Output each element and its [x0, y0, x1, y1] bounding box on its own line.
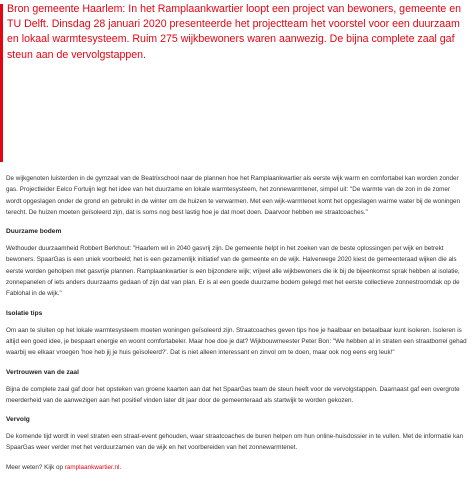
section-heading-isolatie-tips: Isolatie tips	[6, 309, 43, 317]
section-heading-vertrouwen: Vertrouwen van de zaal	[6, 368, 79, 376]
footer-suffix: .	[119, 463, 122, 471]
section-heading-duurzame-bodem: Duurzame bodem	[6, 228, 62, 236]
section-paragraph: Wethouder duurzaamheid Robbert Berkhout: "Haarlem wil in 2040 gasvrij zijn. De gemeente helpt in het zoeken van de beste oplossingen per wijk en betrekt bewoners. SpaarGas is een uniek voorbeeld; het is een gezamenlijk initiatief van de gemeente en de wijk. Halverwege 2020 kiest de gemeenteraad wijken die als eerste worden geholpen met gasvrije plannen. Ramplaankwartier is een bijzondere wijk; vrijwel alle wijkbewoners die ik bij de bijeenkomst sprak hebben al isolatie, zonnepanelen of iets anders duurzaams gedaan of zijn dat van plan. Er is al een goede duurzame bodem gelegd met het eerste collectieve zonnestroomdak op de Fablohal in de wijk."	[6, 245, 460, 298]
intro-paragraph: De wijkgenoten luisterden in de gymzaal van de Beatrixschool naar de plannen hoe het Ramplaankwartier als eerste wijk warm en comfortabel kan worden zonder gas. Projectleider Eelco Fortuijn legt het idee van het duurzame en lokale warmtesysteem, het zonnewarmtenet, simpel uit: "De warmte van de zon in de zomer wordt opgeslagen onder de grond en gebruikt in de winter om de huizen te verwarmen. Met een wijk-warmtenet komt het opgeslagen warme water bij de woningen terecht. De huizen moeten geïsoleerd zijn, dat is soms nog best lastig hoe je dat moet doen. Daarvoor hebben we straatcoaches."	[6, 175, 460, 216]
footer-line	[6, 462, 467, 473]
lead-paragraph: Bron gemeente Haarlem: In het Ramplaankwartier loopt een project van bewoners, gemeente en TU Delft. Dinsdag 28 januari 2020 presenteerde het projectteam het voorstel voor een duurzaam en lokaal warmtesysteem. Ruim 275 wijkbewoners waren aanwezig. De bijna complete zaal gaf steun aan de vervolgstappen.	[7, 3, 462, 61]
lead-accent-bar	[0, 4, 3, 162]
section-paragraph: Bijna de complete zaal gaf door het opsteken van groene kaarten aan dat het SpaarGas team de steun heeft voor de vervolgstappen. Daarnaast gaf een overgrote meerderheid van de aanwezigen aan het positief vinden later dit jaar door de gemeenteraad als startwijk te worden gekozen.	[6, 385, 460, 404]
section-heading-vervolg: Vervolg	[6, 416, 30, 424]
section-paragraph: Om aan te sluiten op het lokale warmtesysteem moeten woningen geïsoleerd zijn. Straatcoaches geven tips hoe je haalbaar en betaalbaar kunt isoleren. Isoleren is altijd een goed idee, je bespaart energie en woont comfortabeler. Maar hoe doe je dat? Wijkbouwmeester Peter Bon: "We hebben al in straten een straatborrel gehad waarbij we elkaar vroegen 'hoe heb jij je huis geïsoleerd?'. Dat is niet alleen interessant en zinvol om te doen, maar ook nog eens erg leuk!"	[6, 326, 467, 357]
article-body	[0, 162, 474, 473]
lead-block	[0, 0, 474, 162]
footer-prefix: Meer weten? Kijk op	[6, 463, 65, 471]
section-paragraph: De komende tijd wordt in veel straten een straat-event gehouden, waar straatcoaches de buren helpen om hun online-huisdossier in te vullen. Met de informatie kan SpaarGas weer verder met het verduurzamen van de wijk en het voorbereiden van het zonnewarmtenet.	[6, 433, 464, 452]
ramplaankwartier-link[interactable]: ramplaankwartier.nl	[64, 463, 120, 471]
